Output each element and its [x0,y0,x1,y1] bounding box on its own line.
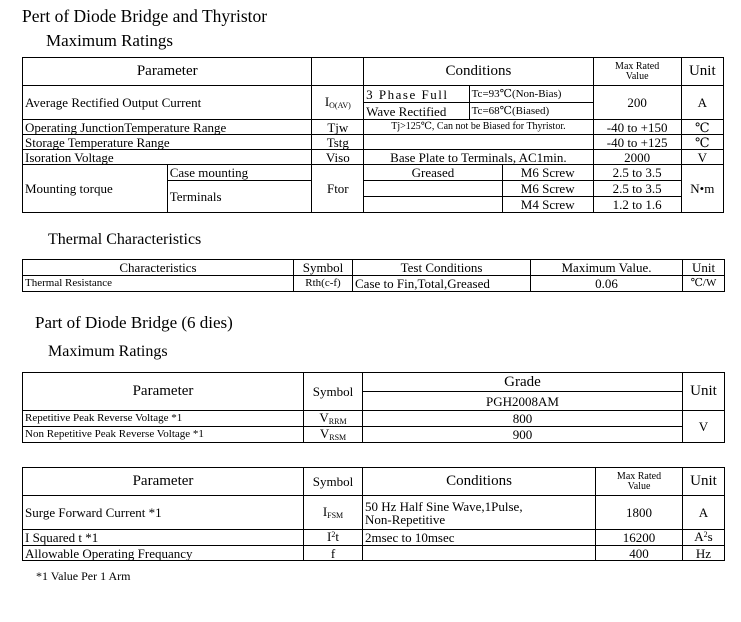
header-unit: Unit [683,373,725,411]
table-row [23,276,725,292]
char-thermal-resistance: Thermal Resistance [23,276,294,292]
param-freq: Allowable Operating Frequancy [23,546,304,561]
cond-torque-empty-1 [364,181,503,197]
symbol-io-sub: O(AV) [329,101,351,110]
thermal-heading: Thermal Characteristics [48,231,202,248]
table-row [23,530,725,546]
header-conditions: Conditions [363,468,596,496]
cond-tc-nonbias: Tc=93℃(Non-Bias) [469,86,593,103]
header-conditions: Conditions [364,58,594,86]
cond-stor-temp [364,135,594,150]
header-max-rated-line1: Max Rated [615,60,660,72]
value-stor-temp: -40 to +125 [593,135,681,150]
unit-value: ℃/W [683,276,725,292]
value-torque-1: 2.5 to 3.5 [593,165,681,181]
cond-screw-1: M6 Screw [502,165,593,181]
table-row [23,496,725,530]
value-avg-rect: 200 [593,86,681,120]
param-torque-terminals: Terminals [167,181,312,213]
header-model: PGH2008AM [363,392,683,411]
header-unit: Unit [683,260,725,276]
symbol-ifsm-sub: FSM [327,511,344,520]
page-title: Pert of Diode Bridge and Thyristor [22,6,268,26]
symbol-i2t [304,530,363,546]
cond-greased: Greased [364,165,503,181]
header-max-rated [596,468,683,496]
table-row [23,165,724,181]
value-iso: 2000 [593,150,681,165]
current-ratings-table [22,467,725,561]
unit-i2t-main: A [694,529,704,544]
param-rep-voltage: Repetitive Peak Reverse Voltage *1 [23,411,304,427]
header-max-rated-line2: Value [627,480,651,492]
symbol-tstg: Tstg [312,135,364,150]
cond-three-phase: 3 Phase Full [364,86,469,103]
symbol-ifsm-main: I [322,504,328,519]
value-op-temp: -40 to +150 [593,120,681,135]
symbol-io-av [312,86,364,120]
table-row [23,411,725,427]
table-row [23,150,724,165]
value-surge: 1800 [596,496,683,530]
table-row [23,546,725,561]
max-value: 0.06 [531,276,683,292]
param-avg-rect: Average Rectified Output Current [23,86,312,120]
cond-surge-line2: Non-Repetitive [365,511,446,527]
symbol-rth: Rth(c-f) [294,276,353,292]
symbol-vrsm [304,427,363,443]
unit-op-temp: ℃ [681,120,723,135]
symbol-f: f [304,546,363,561]
symbol-vrrm [304,411,363,427]
cond-screw-3: M4 Screw [502,197,593,213]
thermal-table [22,259,725,292]
header-characteristics: Characteristics [23,260,294,276]
value-torque-3: 1.2 to 1.6 [593,197,681,213]
table-row [23,86,724,103]
symbol-ifsm [304,496,363,530]
unit-iso: V [681,150,723,165]
header-parameter: Parameter [23,468,304,496]
cond-iso: Base Plate to Terminals, AC1min. [364,150,594,165]
unit-i2t-sup: 2 [703,530,708,539]
voltage-ratings-table [22,372,725,443]
unit-avg-rect: A [681,86,723,120]
symbol-vrsm-main: V [319,426,330,441]
symbol-i2t-main: I [327,529,332,544]
header-unit: Unit [681,58,723,86]
unit-i2t-tail: s [707,529,713,544]
cond-freq [363,546,596,561]
value-rep-voltage: 800 [363,411,683,427]
footnote: *1 Value Per 1 Arm [36,569,131,583]
cond-i2t: 2msec to 10msec [363,530,596,546]
header-symbol: Symbol [304,373,363,411]
header-symbol: Symbol [294,260,353,276]
unit-i2t [683,530,725,546]
header-max-value: Maximum Value. [531,260,683,276]
header-max-rated-line2: Value [625,70,649,82]
header-grade: Grade [363,373,683,392]
header-symbol-empty [312,58,364,86]
symbol-vrrm-main: V [319,410,329,425]
max-ratings-heading-2: Maximum Ratings [48,343,168,360]
unit-voltage: V [683,411,725,443]
section2-title: Part of Diode Bridge (6 dies) [35,313,233,332]
param-op-temp: Operating JunctionTemperature Range [23,120,312,135]
cond-op-temp: Tj>125℃, Can not be Biased for Thyristor. [364,120,594,135]
param-torque: Mounting torque [23,165,168,213]
header-parameter: Parameter [23,373,304,411]
cond-tc-biased: Tc=68℃(Biased) [469,103,593,120]
cond-screw-2: M6 Screw [502,181,593,197]
unit-torque: N•m [681,165,723,213]
header-test-conditions: Test Conditions [353,260,531,276]
cond-wave-rectified: Wave Rectified [364,103,469,120]
header-unit: Unit [683,468,725,496]
unit-freq: Hz [683,546,725,561]
max-ratings-heading: Maximum Ratings [46,31,174,50]
table-row [23,135,724,150]
cond-surge-line1: 50 Hz Half Sine Wave,1Pulse, [365,498,523,514]
unit-surge: A [683,496,725,530]
param-nonrep-voltage: Non Repetitive Peak Reverse Voltage *1 [23,427,304,443]
header-parameter: Parameter [23,58,312,86]
value-torque-2: 2.5 to 3.5 [593,181,681,197]
symbol-vrrm-sub: RRM [328,417,347,426]
unit-stor-temp: ℃ [681,135,723,150]
header-max-rated-line1: Max Rated [616,470,662,482]
param-iso: Isoration Voltage [23,150,312,165]
symbol-i2t-tail: t [335,529,339,544]
symbol-ftor: Ftor [312,165,364,213]
symbol-viso: Viso [312,150,364,165]
value-nonrep-voltage: 900 [363,427,683,443]
table-row [23,427,725,443]
cond-surge [363,496,596,530]
value-i2t: 16200 [596,530,683,546]
value-freq: 400 [596,546,683,561]
symbol-io-main: I [324,94,330,109]
param-stor-temp: Storage Temperature Range [23,135,312,150]
header-max-rated [593,58,681,86]
symbol-i2t-sup: 2 [331,530,336,539]
param-torque-case: Case mounting [167,165,312,181]
header-symbol: Symbol [304,468,363,496]
cond-torque-empty-2 [364,197,503,213]
param-i2t: I Squared t *1 [23,530,304,546]
symbol-vrsm-sub: RSM [329,433,347,442]
param-surge: Surge Forward Current *1 [23,496,304,530]
max-ratings-table [22,57,724,213]
table-row [23,120,724,135]
test-conditions-value: Case to Fin,Total,Greased [353,276,531,292]
symbol-tjw: Tjw [312,120,364,135]
